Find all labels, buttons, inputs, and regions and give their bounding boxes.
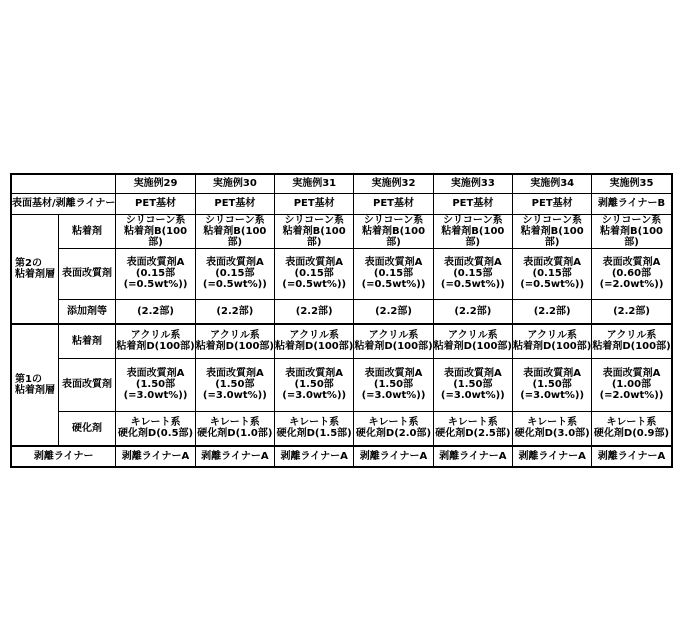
table-cell: 表面改質剤A (1.50部 (=3.0wt%)) <box>354 358 433 411</box>
table-cell: (2.2部) <box>116 299 195 324</box>
table-cell: アクリル系 粘着剤D(100部) <box>433 324 512 358</box>
table-cell: 剥離ライナーA <box>433 446 512 467</box>
column-header: 実施例29 <box>116 174 195 193</box>
release-liner-row <box>11 446 672 467</box>
table-cell: PET基材 <box>275 193 354 214</box>
table-cell: シリコーン系 粘着剤B(100 部) <box>513 214 592 248</box>
substrate-row <box>11 193 672 214</box>
table-cell: (2.2部) <box>195 299 274 324</box>
table-cell: 表面改質剤A (0.15部 (=0.5wt%)) <box>354 248 433 299</box>
experiment-composition-table <box>10 173 673 468</box>
group-label: 第2の 粘着剤層 <box>11 214 58 324</box>
table-cell: 表面改質剤A (0.15部 (=0.5wt%)) <box>195 248 274 299</box>
layer2-additive-row <box>11 299 672 324</box>
table-cell: 剥離ライナーA <box>195 446 274 467</box>
table-cell: 表面改質剤A (0.15部 (=0.5wt%)) <box>513 248 592 299</box>
table-cell: キレート系 硬化剤D(2.5部) <box>433 411 512 446</box>
row-label: 粘着剤 <box>58 324 116 358</box>
table-cell: 表面改質剤A (1.50部 (=3.0wt%)) <box>275 358 354 411</box>
table-cell: (2.2部) <box>354 299 433 324</box>
table-cell: 表面改質剤A (1.00部 (=2.0wt%)) <box>592 358 672 411</box>
table-cell: (2.2部) <box>433 299 512 324</box>
table-cell: アクリル系 粘着剤D(100部) <box>354 324 433 358</box>
row-label: 表面改質剤 <box>58 248 116 299</box>
row-label: 硬化剤 <box>58 411 116 446</box>
layer1-hardener-row <box>11 411 672 446</box>
table-cell: アクリル系 粘着剤D(100部) <box>116 324 195 358</box>
table-cell: アクリル系 粘着剤D(100部) <box>592 324 672 358</box>
column-header: 実施例34 <box>513 174 592 193</box>
table-cell: キレート系 硬化剤D(2.0部) <box>354 411 433 446</box>
column-header: 実施例35 <box>592 174 672 193</box>
table-cell: キレート系 硬化剤D(1.0部) <box>195 411 274 446</box>
table-cell: アクリル系 粘着剤D(100部) <box>513 324 592 358</box>
column-header: 実施例31 <box>275 174 354 193</box>
table-cell: キレート系 硬化剤D(1.5部) <box>275 411 354 446</box>
table-cell: PET基材 <box>195 193 274 214</box>
column-header: 実施例30 <box>195 174 274 193</box>
table-cell: キレート系 硬化剤D(3.0部) <box>513 411 592 446</box>
table-cell: 表面改質剤A (1.50部 (=3.0wt%)) <box>513 358 592 411</box>
table-cell: (2.2部) <box>513 299 592 324</box>
layer2-modifier-row <box>11 248 672 299</box>
row-label: 剥離ライナー <box>11 446 116 467</box>
table-cell: 表面改質剤A (0.15部 (=0.5wt%)) <box>275 248 354 299</box>
table-cell: シリコーン系 粘着剤B(100 部) <box>275 214 354 248</box>
table-cell: シリコーン系 粘着剤B(100 部) <box>592 214 672 248</box>
row-label: 粘着剤 <box>58 214 116 248</box>
table-cell: キレート系 硬化剤D(0.9部) <box>592 411 672 446</box>
table-cell: 表面改質剤A (1.50部 (=3.0wt%)) <box>433 358 512 411</box>
header-row <box>11 174 672 193</box>
table-cell: 剥離ライナーA <box>275 446 354 467</box>
row-label: 添加剤等 <box>58 299 116 324</box>
table-cell: 表面改質剤A (0.15部 (=0.5wt%)) <box>433 248 512 299</box>
table-cell: 剥離ライナーA <box>592 446 672 467</box>
table-container <box>10 173 673 468</box>
table-cell: 表面改質剤A (0.15部 (=0.5wt%)) <box>116 248 195 299</box>
column-header: 実施例32 <box>354 174 433 193</box>
table-cell: シリコーン系 粘着剤B(100 部) <box>433 214 512 248</box>
table-cell: 表面改質剤A (1.50部 (=3.0wt%)) <box>116 358 195 411</box>
table-cell: PET基材 <box>433 193 512 214</box>
table-cell: シリコーン系 粘着剤B(100 部) <box>116 214 195 248</box>
table-cell: (2.2部) <box>592 299 672 324</box>
table-cell: 表面改質剤A (1.50部 (=3.0wt%)) <box>195 358 274 411</box>
corner-cell <box>11 174 116 193</box>
column-header: 実施例33 <box>433 174 512 193</box>
table-cell: (2.2部) <box>275 299 354 324</box>
layer2-adhesive-row <box>11 214 672 248</box>
table-cell: キレート系 硬化剤D(0.5部) <box>116 411 195 446</box>
table-cell: 剥離ライナーA <box>116 446 195 467</box>
row-label: 表面基材/剥離ライナー <box>11 193 116 214</box>
table-cell: 表面改質剤A (0.60部 (=2.0wt%)) <box>592 248 672 299</box>
group-label: 第1の 粘着剤層 <box>11 324 58 446</box>
table-cell: アクリル系 粘着剤D(100部) <box>275 324 354 358</box>
table-cell: シリコーン系 粘着剤B(100 部) <box>195 214 274 248</box>
layer1-modifier-row <box>11 358 672 411</box>
table-cell: 剥離ライナーA <box>513 446 592 467</box>
row-label: 表面改質剤 <box>58 358 116 411</box>
table-cell: 剥離ライナーA <box>354 446 433 467</box>
table-cell: アクリル系 粘着剤D(100部) <box>195 324 274 358</box>
layer1-adhesive-row <box>11 324 672 358</box>
table-cell: PET基材 <box>354 193 433 214</box>
table-cell: PET基材 <box>513 193 592 214</box>
table-cell: シリコーン系 粘着剤B(100 部) <box>354 214 433 248</box>
table-cell: 剥離ライナーB <box>592 193 672 214</box>
table-cell: PET基材 <box>116 193 195 214</box>
